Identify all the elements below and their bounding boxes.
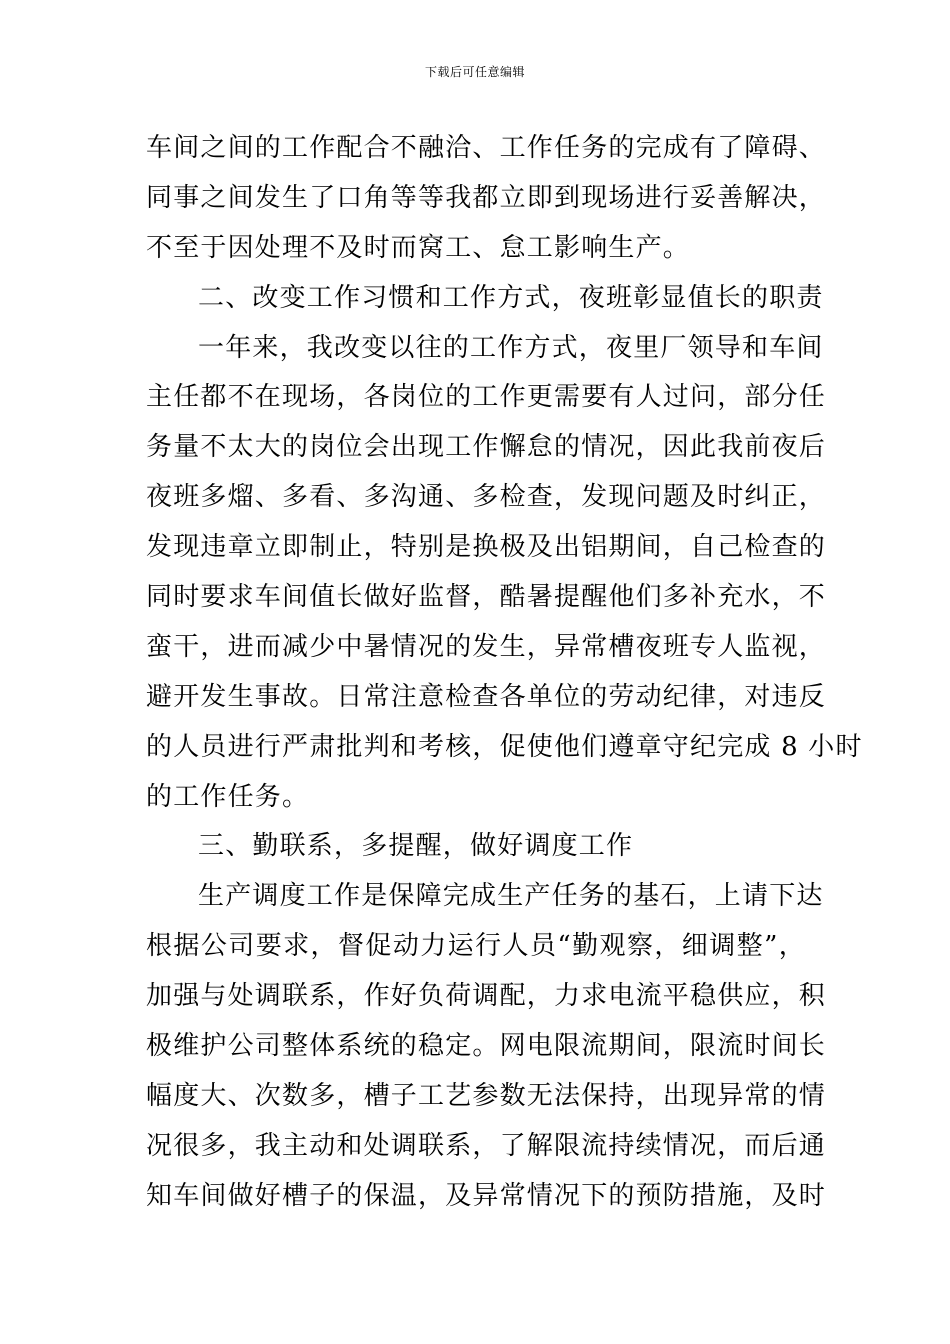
text-line: 二、改变工作习惯和工作方式，夜班彰显值长的职责 [198,282,824,313]
text-line: 根据公司要求，督促动力运行人员“勤观察，细调整”， [146,931,806,962]
text-line: 夜班多熘、多看、多沟通、多检查，发现问题及时纠正， [146,482,827,513]
text-line: 生产调度工作是保障完成生产任务的基石，上请下达 [198,881,824,912]
text-line: 一年来，我改变以往的工作方式，夜里厂领导和车间 [198,332,824,363]
text-line: 幅度大、次数多，槽子工艺参数无法保持，出现异常的情 [146,1080,827,1111]
text-line: 主任都不在现场，各岗位的工作更需要有人过问，部分任 [146,382,827,413]
text-line: 同时要求车间值长做好监督，酷暑提醒他们多补充水，不 [146,582,827,613]
text-line: 同事之间发生了口角等等我都立即到现场进行妥善解决， [146,182,827,213]
text-line: 的工作任务。 [146,781,310,812]
text-line: 蛮干，进而减少中暑情况的发生，异常槽夜班专人监视， [146,631,827,662]
text-line: 车间之间的工作配合不融洽、工作任务的完成有了障碍、 [146,133,827,163]
text-line: 知车间做好槽子的保温，及异常情况下的预防措施，及时 [146,1180,827,1211]
text-line: 避开发生事故。日常注意检查各单位的劳动纪律，对违反 [146,681,827,712]
text-line: 三、勤联系，多提醒，做好调度工作 [198,831,634,862]
text-line: 不至于因处理不及时而窝工、怠工影响生产。 [146,232,691,263]
text-line: 务量不太大的岗位会出现工作懈怠的情况，因此我前夜后 [146,432,827,463]
text-line: 极维护公司整体系统的稳定。网电限流期间，限流时间长 [146,1031,827,1062]
text-line: 的人员进行严肃批判和考核，促使他们遵章守纪完成 8 小时 [146,731,863,762]
text-line: 发现违章立即制止，特别是换极及出铝期间，自己检查的 [146,532,827,563]
text-line: 况很多，我主动和处调联系，了解限流持续情况，而后通 [146,1130,827,1161]
body-text [146,124,863,1222]
page-header: 下载后可任意编辑 [424,65,525,79]
text-line: 加强与处调联系，作好负荷调配，力求电流平稳供应，积 [146,981,827,1012]
